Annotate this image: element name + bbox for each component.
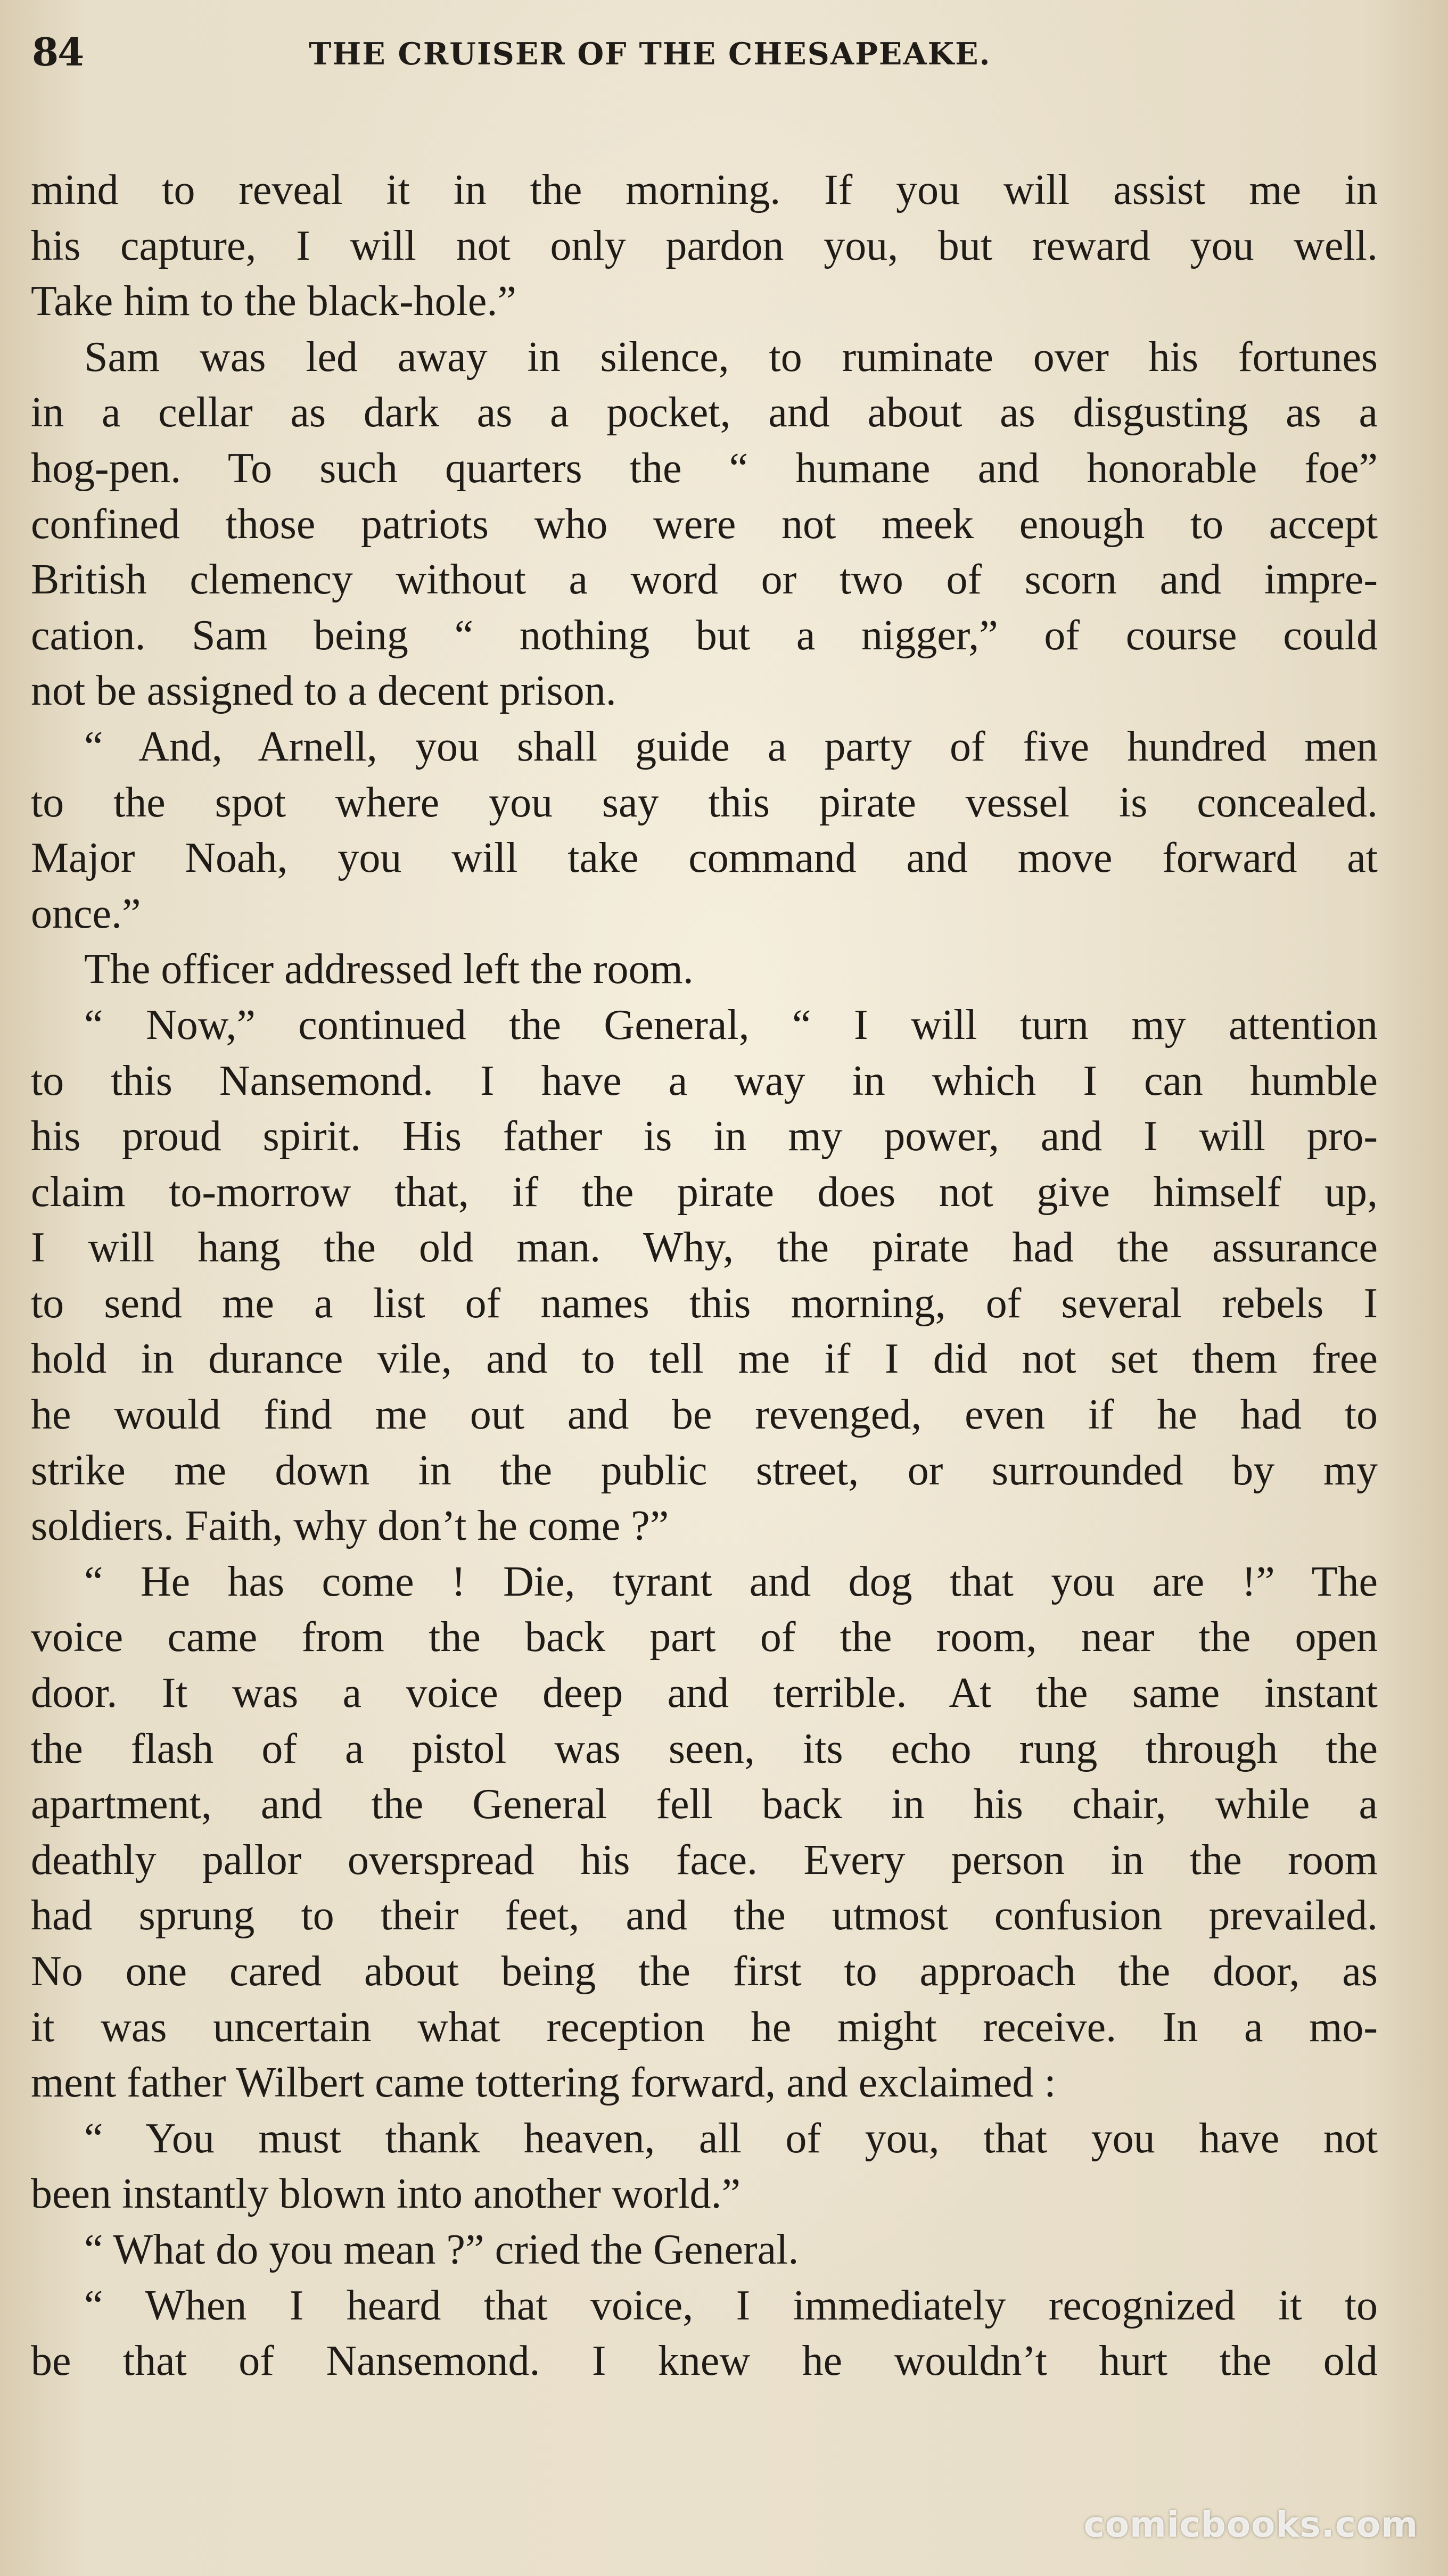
text-line: claim to-morrow that, if the pirate does not give himself up,: [31, 1168, 1378, 1216]
text-line: “ When I heard that voice, I immediately recognized it to: [84, 2282, 1378, 2329]
text-line: he would find me out and be revenged, even if he had to: [31, 1391, 1378, 1439]
text-line: be that of Nansemond. I knew he wouldn’t hurt the old: [31, 2338, 1378, 2385]
text-line: been instantly blown into another world.”: [31, 2170, 741, 2218]
text-line: in a cellar as dark as a pocket, and about as disgusting as a: [31, 389, 1378, 436]
text-line: I will hang the old man. Why, the pirate had the assurance: [31, 1224, 1378, 1272]
text-line: “ What do you mean ?” cried the General.: [84, 2226, 799, 2273]
text-line: strike me down in the public street, or surrounded by my: [31, 1447, 1378, 1494]
text-line: confined those patriots who were not meek enough to accept: [31, 500, 1378, 548]
text-line: soldiers. Faith, why don’t he come ?”: [31, 1502, 669, 1550]
text-line: once.”: [31, 890, 141, 937]
text-line: Sam was led away in silence, to ruminate over his fortunes: [84, 333, 1378, 381]
text-line: mind to reveal it in the morning. If you will assist me in: [31, 167, 1378, 213]
text-line: No one cared about being the first to approach the door, as: [31, 1948, 1378, 1995]
text-line: the flash of a pistol was seen, its echo rung through the: [31, 1725, 1378, 1772]
text-line: voice came from the back part of the room, near the open: [31, 1614, 1378, 1661]
body-text: [31, 162, 1378, 2389]
text-line: his proud spirit. His father is in my power, and I will pro-: [31, 1113, 1378, 1160]
text-line: apartment, and the General fell back in his chair, while a: [31, 1781, 1378, 1828]
text-line: cation. Sam being “ nothing but a nigger,” of course could: [31, 612, 1378, 659]
text-line: “ Now,” continued the General, “ I will turn my attention: [84, 1001, 1378, 1048]
text-line: “ He has come ! Die, tyrant and dog that you are !” The: [84, 1558, 1378, 1605]
text-line: “ You must thank heaven, all of you, that you have not: [84, 2115, 1378, 2162]
text-line: to this Nansemond. I have a way in which I can humble: [31, 1057, 1378, 1104]
text-line: his capture, I will not only pardon you, but reward you well.: [31, 222, 1378, 269]
text-line: Major Noah, you will take command and move forward at: [31, 835, 1378, 882]
text-line: “ And, Arnell, you shall guide a party of five hundred men: [84, 723, 1378, 770]
watermark: comicbooks.com: [1083, 2504, 1418, 2545]
text-line: deathly pallor overspread his face. Every person in the room: [31, 1836, 1378, 1884]
text-line: door. It was a voice deep and terrible. At the same instant: [31, 1670, 1378, 1717]
page-number: 84: [32, 29, 84, 75]
text-line: British clemency without a word or two of scorn and impre-: [31, 556, 1378, 604]
text-line: hog-pen. To such quarters the “ humane and honorable foe”: [31, 444, 1378, 492]
text-line: The officer addressed left the room.: [84, 946, 694, 993]
text-line: to the spot where you say this pirate vessel is concealed.: [31, 779, 1378, 826]
page-header: [32, 21, 1373, 96]
running-head: THE CRUISER OF THE CHESAPEAKE.: [309, 36, 991, 72]
text-line: hold in durance vile, and to tell me if I did not set them free: [31, 1335, 1378, 1383]
text-line: not be assigned to a decent prison.: [31, 667, 616, 715]
text-line: had sprung to their feet, and the utmost confusion prevailed.: [31, 1892, 1378, 1939]
text-line: it was uncertain what reception he might receive. In a mo-: [31, 2003, 1378, 2051]
text-line: ment father Wilbert came tottering forward, and exclaimed :: [31, 2059, 1056, 2107]
text-line: to send me a list of names this morning, of several rebels I: [31, 1279, 1378, 1327]
text-line: Take him to the black-hole.”: [31, 278, 516, 325]
